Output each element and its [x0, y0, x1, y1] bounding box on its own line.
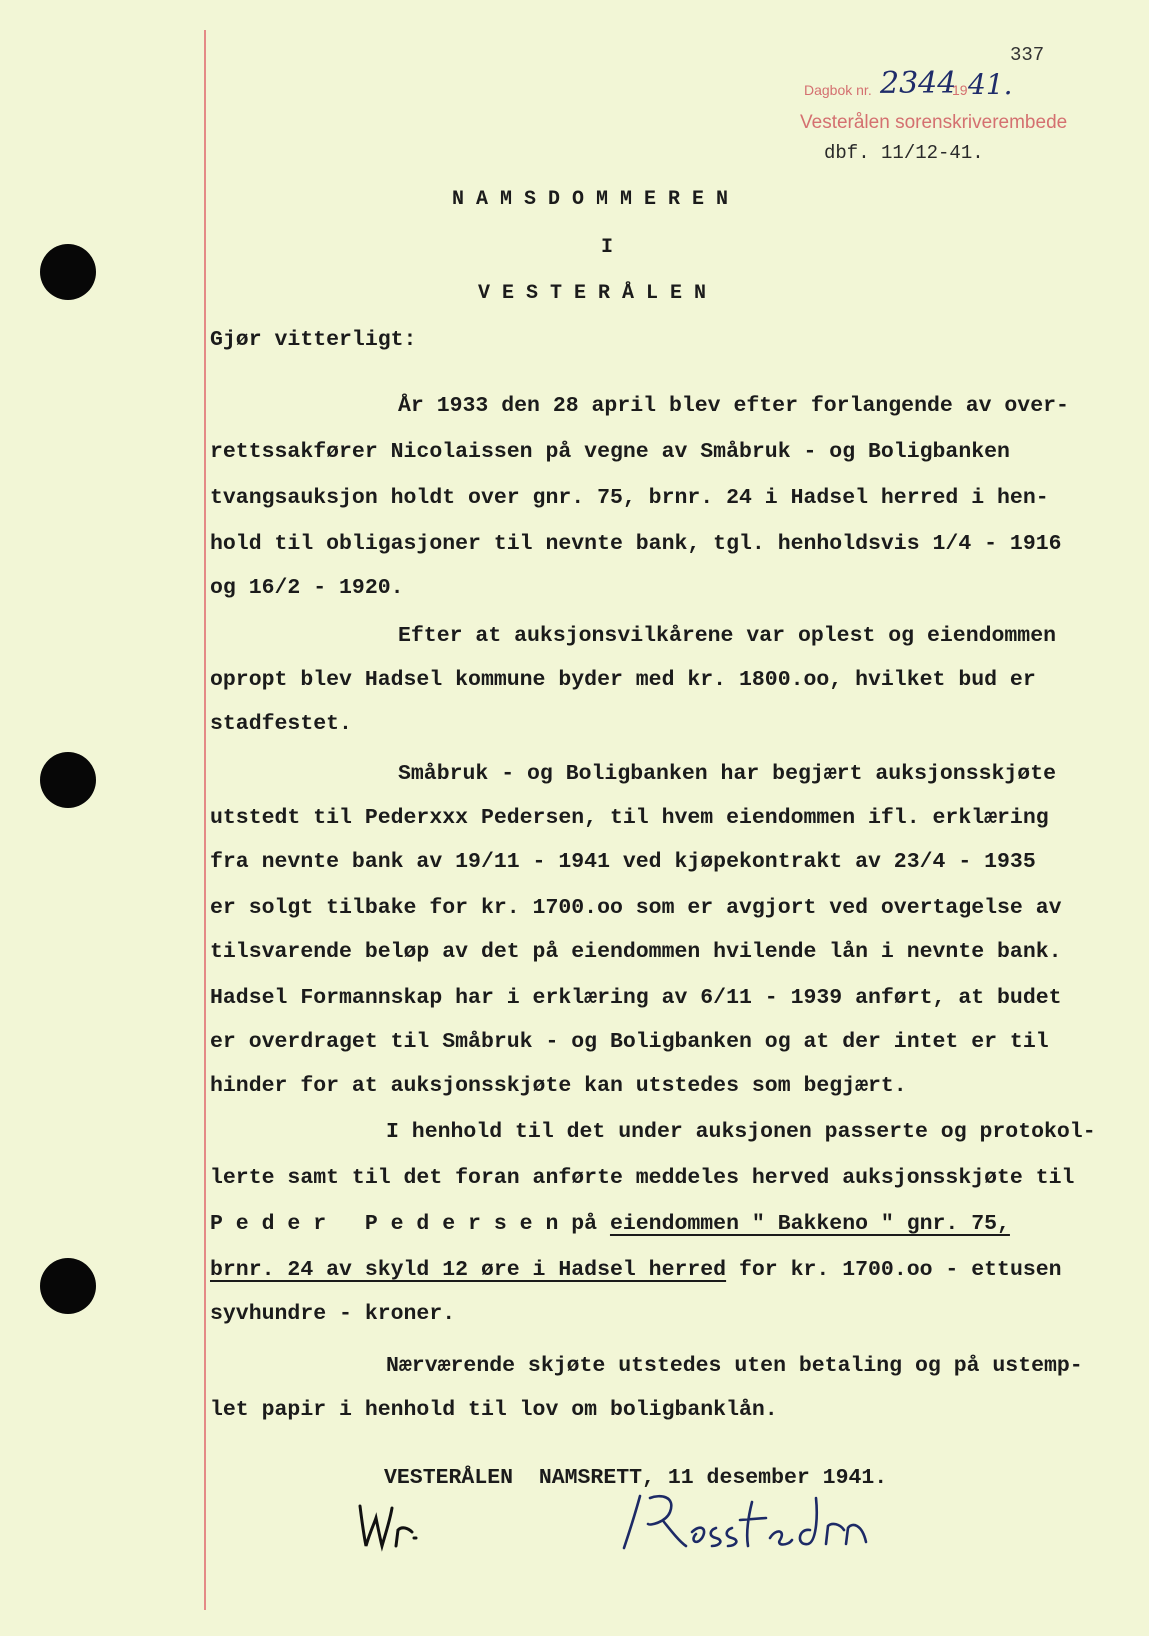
stamp-year: 41.	[968, 68, 1013, 101]
text-line: opropt blev Hadsel kommune byder med kr. 1800.oo, hvilket bud er	[210, 668, 1036, 692]
closing-place-date: VESTERÅLEN NAMSRETT, 11 desember 1941.	[384, 1466, 888, 1490]
text-line: hinder for at auksjonsskjøte kan utstedes som begjært.	[210, 1074, 907, 1098]
property-underlined: eiendommen " Bakkeno " gnr. 75,	[609, 1212, 1010, 1236]
text-line: fra nevnte bank av 19/11 - 1941 ved kjøpekontrakt av 23/4 - 1935	[210, 850, 1036, 874]
stamp-office: Vesterålen sorenskriverembede	[800, 112, 1068, 133]
text-line: lerte samt til det foran anførte meddeles herved auksjonsskjøte til	[210, 1166, 1075, 1190]
text-line: stadfestet.	[210, 712, 352, 736]
dbf-date: dbf. 11/12-41.	[824, 142, 984, 164]
text-fragment: på	[558, 1212, 610, 1236]
heading-namsdommeren: N A M S D O M M E R E N	[452, 188, 729, 211]
heading-vesteralen: V E S T E R Å L E N	[478, 282, 707, 305]
text-line: rettssakfører Nicolaissen på vegne av Småbruk - og Boligbanken	[210, 440, 1010, 464]
text-line: syvhundre - kroner.	[210, 1302, 456, 1326]
text-line	[210, 1258, 1062, 1282]
text-line: let papir i henhold til lov om boligbanklån.	[210, 1398, 778, 1422]
greeting: Gjør vitterligt:	[210, 328, 417, 352]
text-line: er solgt tilbake for kr. 1700.oo som er avgjort ved overtagelse av	[210, 896, 1062, 920]
text-line: I henhold til det under auksjonen passerte og protokol-	[386, 1120, 1096, 1144]
page-number: 337	[1010, 44, 1045, 66]
text-line: Småbruk - og Boligbanken har begjært auksjonsskjøte	[398, 762, 1057, 786]
punch-hole-middle	[40, 752, 96, 808]
text-fragment: for kr. 1700.oo - ettusen	[726, 1258, 1062, 1282]
heading-i: I	[601, 236, 614, 259]
text-line: er overdraget til Småbruk - og Boligbanken og at der intet er til	[210, 1030, 1049, 1054]
punch-hole-bottom	[40, 1258, 96, 1314]
buyer-name: P e d e r P e d e r s e n	[210, 1212, 559, 1236]
text-line: hold til obligasjoner til nevnte bank, tgl. henholdsvis 1/4 - 1916	[210, 532, 1062, 556]
signature-graphic	[620, 1488, 910, 1558]
text-line: utstedt til Pederxxx Pedersen, til hvem eiendommen ifl. erklæring	[210, 806, 1049, 830]
margin-rule	[204, 30, 206, 1610]
text-line: og 16/2 - 1920.	[210, 576, 404, 600]
property-details-underlined: brnr. 24 av skyld 12 øre i Hadsel herred	[210, 1258, 727, 1282]
text-line: tvangsauksjon holdt over gnr. 75, brnr. 24 i Hadsel herred i hen-	[210, 486, 1049, 510]
text-line: tilsvarende beløp av det på eiendommen hvilende lån i nevnte bank.	[210, 940, 1062, 964]
punch-hole-top	[40, 244, 96, 300]
text-line: Hadsel Formannskap har i erklæring av 6/11 - 1939 anført, at budet	[210, 986, 1062, 1010]
text-line: År 1933 den 28 april blev efter forlangende av over-	[398, 394, 1069, 418]
text-line: Nærværende skjøte utstedes uten betaling og på ustemp-	[386, 1354, 1083, 1378]
text-line: Efter at auksjonsvilkårene var oplest og eiendommen	[398, 624, 1057, 648]
stamp-dagbok-number: 2344	[880, 66, 957, 101]
stamp-year-prefix: 19	[952, 82, 968, 98]
stamp-dagbok-label: Dagbok nr.	[804, 82, 872, 98]
text-line	[210, 1212, 1010, 1236]
initials-graphic	[354, 1502, 424, 1552]
